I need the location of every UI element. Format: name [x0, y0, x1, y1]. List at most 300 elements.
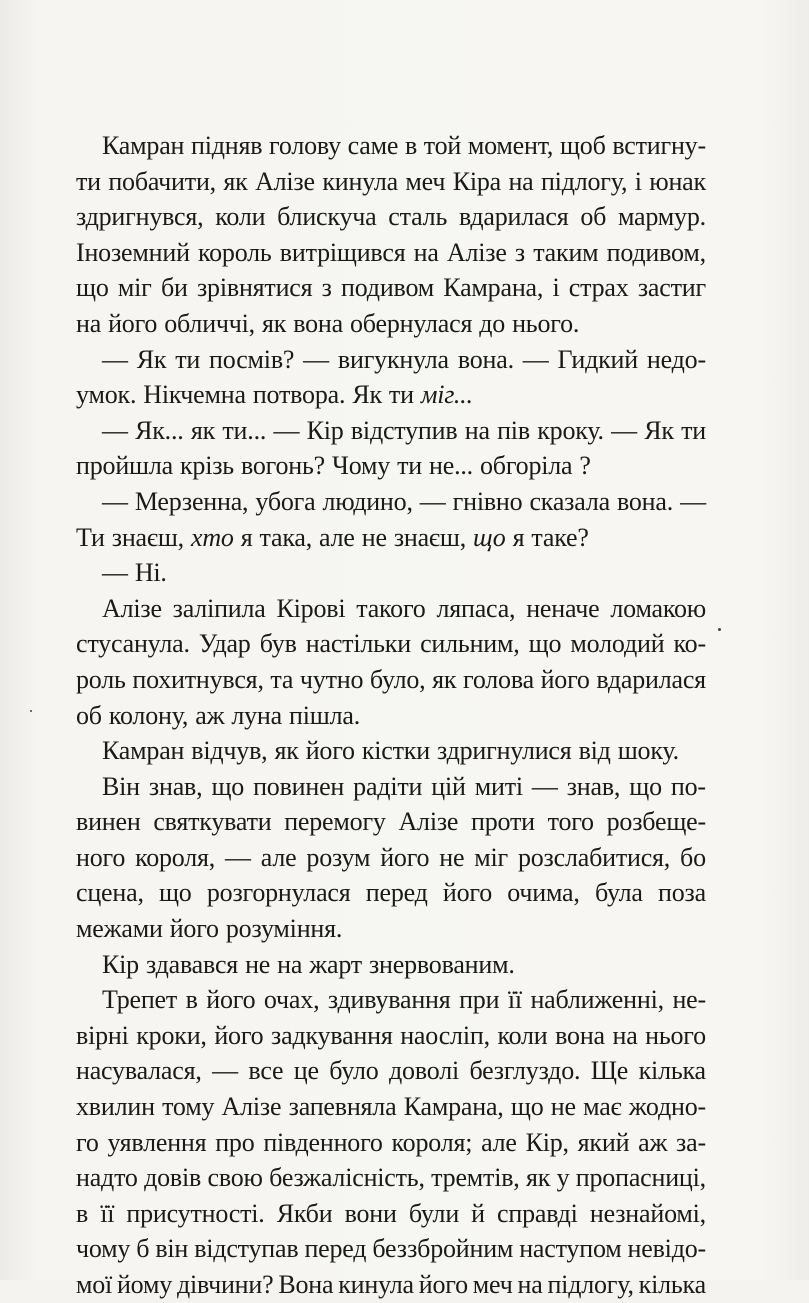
word: ти: [175, 344, 201, 374]
word: настільки: [305, 629, 411, 659]
text-line: [76, 413, 706, 449]
word: на: [464, 415, 490, 445]
text-line: [76, 448, 706, 484]
word: Ще: [590, 1056, 629, 1086]
word: обличчі,: [164, 308, 255, 338]
word: —: [611, 415, 637, 445]
word: Алізе: [255, 166, 315, 196]
word: розбеще-: [606, 807, 706, 837]
word: цій: [431, 771, 466, 801]
word: його: [108, 308, 158, 338]
word: наступом: [519, 1234, 622, 1264]
word: і: [634, 166, 642, 196]
word: його: [214, 1020, 264, 1050]
word: той: [423, 131, 462, 160]
word: такого: [356, 593, 426, 623]
word: ти: [388, 380, 414, 410]
text-line: [76, 1089, 706, 1125]
word: незнайомі,: [589, 1198, 706, 1228]
word: вона.: [616, 486, 674, 516]
word: меч: [405, 166, 446, 196]
word: його: [169, 914, 219, 944]
word: підлогу,: [547, 1270, 634, 1299]
word: при: [459, 985, 500, 1015]
word: б: [136, 1234, 150, 1264]
word: вони: [344, 1198, 397, 1228]
word: від: [578, 736, 611, 766]
word: за-: [676, 1127, 706, 1157]
word: юнак: [649, 166, 706, 196]
word: Ні.: [134, 558, 167, 588]
word: очах,: [263, 985, 320, 1015]
word: молодий: [570, 629, 665, 659]
word: колону,: [108, 700, 189, 730]
word: вигукнула: [337, 344, 449, 374]
word: вдарилася: [596, 664, 706, 694]
word: кілька: [638, 1056, 706, 1086]
word: по-: [670, 771, 706, 801]
word: убога: [255, 486, 316, 516]
word: Нікчемна: [143, 380, 246, 410]
text-line: [76, 342, 706, 378]
word: знав,: [148, 771, 203, 801]
word: крізь: [179, 451, 234, 481]
word: Як: [352, 380, 382, 410]
word: його: [380, 842, 430, 872]
word: не: [439, 842, 465, 872]
word: наосліп,: [400, 1020, 490, 1050]
word: Чому: [332, 451, 391, 481]
word: вона: [293, 308, 343, 338]
word: та: [270, 664, 294, 694]
word: би: [160, 273, 188, 303]
word: —: [102, 486, 128, 516]
word: тремтів,: [431, 1163, 520, 1193]
word: підлогу,: [540, 166, 628, 196]
word: його: [442, 878, 493, 908]
word: умок.: [76, 380, 137, 410]
word: кроки,: [136, 1020, 207, 1050]
text-line: [76, 555, 706, 591]
word: така,: [259, 522, 313, 552]
word: в: [76, 1198, 89, 1228]
word: який: [577, 1127, 630, 1157]
word: коли: [215, 202, 266, 232]
word: короля;: [391, 1127, 473, 1157]
text-line: [76, 1125, 706, 1161]
text-line: [76, 1196, 706, 1232]
word: —: [102, 415, 128, 445]
word: вогонь?: [240, 451, 326, 481]
word: що: [528, 629, 562, 659]
speck: [718, 628, 721, 631]
word: не: [550, 1092, 576, 1122]
word: має: [583, 1092, 622, 1122]
word: страх: [568, 273, 629, 303]
word: що: [76, 273, 109, 303]
text-line: [76, 235, 706, 271]
word: ти...: [222, 415, 267, 445]
word: Камран: [102, 131, 185, 160]
word: таким: [533, 237, 599, 267]
word: і: [552, 273, 560, 303]
text-line: [76, 484, 706, 520]
word: голову: [269, 131, 341, 160]
word: подивом,: [606, 237, 706, 267]
word: вірні: [76, 1020, 129, 1050]
word: встигну-: [612, 131, 706, 160]
word: як: [274, 736, 299, 766]
word: Вона: [278, 1270, 334, 1299]
word: з: [321, 273, 332, 303]
word: —: [522, 344, 549, 374]
word: заліпила: [172, 593, 266, 623]
word: обгоріла: [480, 451, 573, 481]
word: це: [293, 1056, 319, 1086]
word: жарт: [309, 949, 362, 979]
word: роль: [76, 664, 126, 694]
word: все: [248, 1056, 284, 1086]
word: ти: [681, 415, 706, 445]
word: але: [319, 522, 355, 552]
word: —: [419, 486, 446, 516]
word: підняв: [190, 131, 263, 160]
word: сильним,: [420, 629, 520, 659]
text-line: [76, 947, 706, 983]
word: кроку.: [537, 415, 604, 445]
word: безглуздо.: [469, 1056, 581, 1086]
word: кілька: [638, 1270, 706, 1299]
word: го: [76, 1127, 99, 1157]
text-line: [76, 804, 706, 840]
word: подивом: [341, 273, 434, 303]
word: чому: [76, 1234, 131, 1264]
word: на: [517, 1270, 543, 1299]
word: ломакою: [610, 593, 706, 623]
text-line: [76, 626, 706, 662]
word: вона: [555, 1020, 605, 1050]
word: таке?: [531, 522, 589, 552]
text-line: [76, 306, 706, 342]
word: побачити,: [108, 166, 216, 196]
word: був: [259, 629, 297, 659]
word: але: [260, 842, 297, 872]
word: шоку.: [617, 736, 679, 766]
text-line: [76, 1267, 706, 1303]
word: справді: [497, 1198, 578, 1228]
word: здригнулися: [436, 736, 572, 766]
word: що: [510, 1092, 544, 1122]
text-line: [76, 982, 706, 1018]
word: король: [197, 237, 272, 267]
word: що: [158, 878, 192, 908]
word: святкувати: [153, 807, 272, 837]
word: дівчини?: [176, 1270, 274, 1299]
word: Камрана,: [443, 273, 544, 303]
word: пішла.: [289, 700, 360, 730]
word: задкування: [271, 1020, 393, 1050]
word: на: [612, 1020, 638, 1050]
word: радіти: [353, 771, 423, 801]
word: блискуча: [277, 202, 377, 232]
word: пройшла: [76, 451, 173, 481]
word: сталь: [388, 202, 448, 232]
word: здригнувся,: [76, 202, 204, 232]
text-line: [76, 840, 706, 876]
word: йому: [116, 1270, 173, 1299]
word: було,: [369, 664, 426, 694]
word: він: [155, 1234, 189, 1264]
word: відчув,: [191, 736, 268, 766]
word: винен: [76, 807, 141, 837]
word: присутності.: [126, 1198, 265, 1228]
word: кинула: [338, 1270, 414, 1299]
word: здивування: [327, 985, 451, 1015]
word: стусанула.: [76, 629, 190, 659]
word: не: [361, 522, 387, 552]
word: на: [277, 949, 303, 979]
word: кинула: [322, 166, 398, 196]
word: знервованим.: [368, 949, 515, 979]
word: міг...: [420, 380, 473, 410]
word: я: [240, 522, 253, 552]
word: щоб: [559, 131, 606, 160]
word: про: [215, 1127, 255, 1157]
word: —: [680, 486, 706, 516]
word: як: [526, 1163, 551, 1193]
word: уявлення: [107, 1127, 207, 1157]
word: в: [404, 131, 418, 160]
text-line: [76, 128, 706, 164]
word: у: [556, 1163, 570, 1193]
word: Якби: [276, 1198, 333, 1228]
word: відступив: [350, 415, 458, 445]
word: насувалася,: [76, 1056, 202, 1086]
word: його: [418, 1270, 468, 1299]
text-line: [76, 662, 706, 698]
word: —: [303, 344, 329, 374]
word: й: [471, 1198, 485, 1228]
word: беззбройним: [372, 1234, 514, 1264]
word: як: [262, 308, 287, 338]
text-line: [76, 1160, 706, 1196]
word: коли: [497, 1020, 548, 1050]
word: її: [100, 1198, 115, 1228]
word: Мерзенна,: [134, 486, 249, 516]
word: Кіра: [452, 166, 501, 196]
text-line: [76, 1231, 706, 1267]
word: межами: [76, 914, 163, 944]
word: чутно: [299, 664, 364, 694]
text-line: [76, 769, 706, 805]
text-line: [76, 270, 706, 306]
word: об: [580, 202, 607, 232]
word: —: [531, 771, 558, 801]
word: гнівно: [452, 486, 523, 516]
word: доволі: [389, 1056, 459, 1086]
word: я: [512, 522, 525, 552]
word: його: [206, 985, 256, 1015]
text-line: [76, 698, 706, 734]
word: Кір: [306, 415, 344, 445]
word: Алізе: [102, 593, 162, 623]
word: кістки: [361, 736, 430, 766]
word: Камрана,: [403, 1092, 504, 1122]
word: що: [211, 771, 245, 801]
word: розгорнулася: [206, 878, 351, 908]
word: знаєш,: [393, 522, 467, 552]
word: Кір,: [525, 1127, 569, 1157]
text-line: [76, 1053, 706, 1089]
word: застиг: [637, 273, 706, 303]
word: ?: [579, 451, 591, 481]
word: його: [540, 664, 590, 694]
word: Удар: [198, 629, 251, 659]
word: Алізе: [446, 237, 507, 267]
word: пропасниці,: [575, 1163, 706, 1193]
text-line: [76, 733, 706, 769]
text-line: [76, 1018, 706, 1054]
word: посмів?: [209, 344, 295, 374]
word: саме: [347, 131, 399, 160]
word: міг: [117, 273, 152, 303]
text-line: [76, 377, 706, 413]
word: була: [594, 878, 643, 908]
word: хто: [191, 522, 234, 552]
page-body-text: [76, 128, 706, 1303]
word: —: [102, 558, 128, 588]
word: Кір: [102, 949, 139, 979]
word: на: [413, 237, 439, 267]
word: того: [547, 807, 594, 837]
word: були: [408, 1198, 460, 1228]
word: сказала: [529, 486, 610, 516]
text-line: [76, 164, 706, 200]
word: ного: [76, 842, 126, 872]
word: луна: [231, 700, 282, 730]
word: повинен: [253, 771, 345, 801]
word: його: [305, 736, 355, 766]
word: обернулася: [350, 308, 473, 338]
word: голова: [463, 664, 534, 694]
word: в: [185, 985, 198, 1015]
text-line: [76, 911, 706, 947]
word: Як...: [135, 415, 184, 445]
word: Кірові: [276, 593, 346, 623]
word: було: [329, 1056, 379, 1086]
word: тому: [162, 1092, 215, 1122]
word: —: [102, 344, 128, 374]
word: ти: [397, 451, 422, 481]
word: свою: [207, 1163, 263, 1193]
word: до: [479, 308, 506, 338]
text-line: [76, 520, 706, 556]
word: безжалісність,: [269, 1163, 425, 1193]
word: з: [514, 237, 525, 267]
word: ляпаса,: [436, 593, 516, 623]
word: Алізе: [398, 807, 459, 837]
word: відступав: [194, 1234, 299, 1264]
word: аж: [195, 700, 225, 730]
word: бо: [680, 842, 706, 872]
word: короля,: [135, 842, 216, 872]
word: не...: [429, 451, 473, 481]
word: Трепет: [102, 985, 178, 1015]
word: людино,: [322, 486, 413, 516]
word: що: [629, 771, 662, 801]
word: знав,: [566, 771, 621, 801]
word: похитнувся,: [132, 664, 264, 694]
word: Камран: [102, 736, 185, 766]
word: —: [212, 1056, 238, 1086]
word: очима,: [507, 878, 580, 908]
word: —: [225, 842, 251, 872]
word: як: [190, 415, 216, 445]
word: її: [507, 985, 522, 1015]
word: недо-: [646, 344, 706, 374]
text-line: [76, 199, 706, 235]
word: запевняла: [288, 1092, 397, 1122]
word: знаєш,: [111, 522, 184, 552]
word: пів: [497, 415, 530, 445]
word: Іноземний: [76, 237, 190, 267]
word: мої: [76, 1270, 113, 1299]
word: вона.: [457, 344, 514, 374]
word: неначе: [526, 593, 600, 623]
word: перед: [365, 878, 428, 908]
word: на: [508, 166, 534, 196]
word: міг: [474, 842, 509, 872]
word: момент,: [467, 131, 554, 160]
word: Гидкий: [557, 344, 638, 374]
word: ко-: [673, 629, 706, 659]
word: перемогу: [284, 807, 386, 837]
word: Як: [136, 344, 167, 374]
word: жодно-: [628, 1092, 706, 1122]
word: миті: [474, 771, 523, 801]
word: розуміння.: [225, 914, 343, 944]
word: меч: [472, 1270, 513, 1299]
word: невідо-: [627, 1234, 706, 1264]
word: —: [273, 415, 300, 445]
word: що: [473, 522, 506, 552]
word: Він: [102, 771, 140, 801]
word: південного: [263, 1127, 383, 1157]
word: ти: [76, 166, 101, 196]
word: розслабитися,: [517, 842, 671, 872]
word: надто: [76, 1163, 138, 1193]
word: але: [481, 1127, 517, 1157]
text-line: [76, 875, 706, 911]
word: поза: [657, 878, 706, 908]
word: сцена,: [76, 878, 144, 908]
word: витріщився: [279, 237, 406, 267]
word: вдарилася: [458, 202, 569, 232]
word: як: [432, 664, 457, 694]
word: наближенні,: [530, 985, 664, 1015]
word: мармур.: [617, 202, 706, 232]
word: нього: [645, 1020, 706, 1050]
word: об: [76, 700, 102, 730]
word: проти: [471, 807, 535, 837]
word: нього.: [512, 308, 580, 338]
word: як: [223, 166, 248, 196]
word: Алізе: [221, 1092, 282, 1122]
word: довів: [144, 1163, 202, 1193]
text-line: [76, 591, 706, 627]
word: здавався: [145, 949, 239, 979]
word: розум: [306, 842, 371, 872]
